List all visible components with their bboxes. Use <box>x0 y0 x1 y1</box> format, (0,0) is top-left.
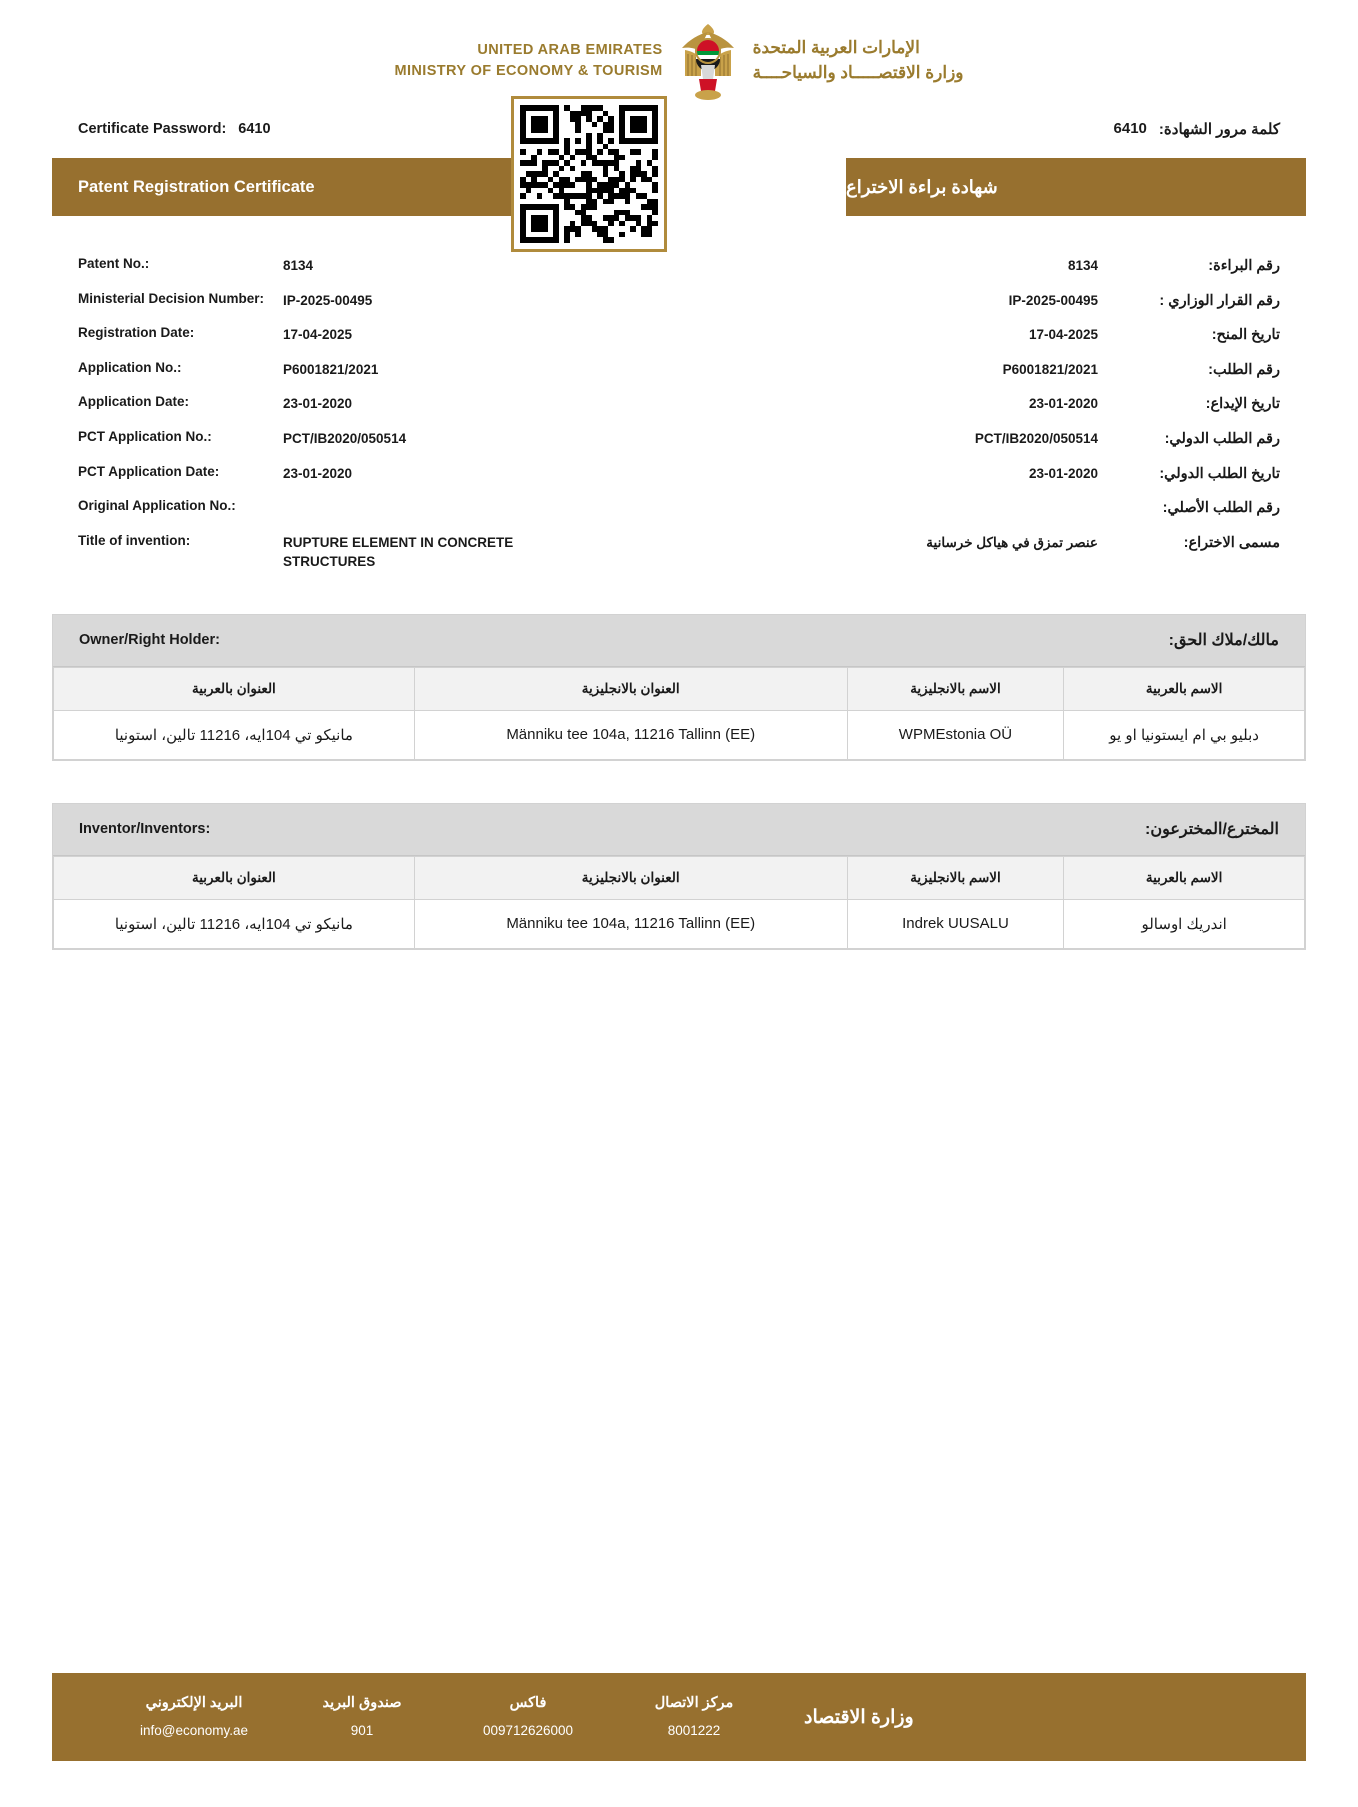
detail-label-en: Registration Date: <box>78 325 195 341</box>
banner-english <box>52 158 512 216</box>
detail-label-en: PCT Application Date: <box>78 463 220 479</box>
owner-table <box>53 667 1305 760</box>
certificate-password-label-en: Certificate Password: <box>78 121 227 137</box>
detail-value-en: 8134 <box>283 258 314 273</box>
inventor-section-header <box>53 804 1305 856</box>
owner-col-name-en: الاسم بالانجليزية <box>847 667 1064 710</box>
header-english-line2: MINISTRY OF ECONOMY & TOURISM <box>394 63 663 79</box>
detail-row <box>78 533 1280 572</box>
detail-row <box>78 291 1280 326</box>
certificate-password-value-ar: 6410 <box>1113 120 1147 137</box>
owner-name-en: WPMEstonia OÜ <box>847 710 1064 759</box>
detail-label-en: Application Date: <box>78 394 190 410</box>
owner-title-en: Owner/Right Holder: <box>79 632 220 649</box>
document-header <box>0 0 1358 100</box>
detail-value-en: P6001821/2021 <box>283 361 379 377</box>
footer-contact-items <box>78 1690 746 1743</box>
inventor-section <box>52 803 1306 950</box>
footer-contact-item <box>140 1690 248 1743</box>
patent-details-list <box>0 256 1358 572</box>
detail-row <box>78 360 1280 395</box>
detail-value-ar: PCT/IB2020/050514 <box>974 430 1098 446</box>
detail-value-en: PCT/IB2020/050514 <box>283 430 407 446</box>
detail-label-ar: تاريخ الإيداع: <box>1205 396 1280 413</box>
detail-value-en: RUPTURE ELEMENT IN CONCRETE STRUCTURES <box>283 534 514 570</box>
footer-contact-label: مركز الاتصال <box>654 1695 734 1712</box>
detail-row <box>78 256 1280 291</box>
detail-label-en: Original Application No.: <box>78 498 236 514</box>
footer-contact-value: 901 <box>350 1722 374 1738</box>
detail-value-en: IP-2025-00495 <box>283 292 373 308</box>
footer-contact-item <box>476 1690 580 1743</box>
detail-value-ar: عنصر تمزق في هياكل خرسانية <box>926 534 1098 550</box>
footer-contact-value: info@economy.ae <box>140 1722 249 1738</box>
detail-value-ar: 17-04-2025 <box>1028 327 1098 343</box>
footer-contact-value: 009712626000 <box>482 1722 574 1738</box>
detail-row <box>78 394 1280 429</box>
banner-english-title: Patent Registration Certificate <box>78 177 315 196</box>
owner-address-en: Männiku tee 104a, 11216 Tallinn (EE) <box>414 710 847 759</box>
owner-name-ar: دبليو بي ام ايستونيا او يو <box>1064 710 1305 759</box>
detail-label-ar: تاريخ الطلب الدولي: <box>1159 465 1280 482</box>
detail-label-ar: مسمى الاختراع: <box>1183 534 1280 551</box>
footer-contact-label: فاكس <box>509 1695 547 1712</box>
owner-col-address-ar: العنوان بالعربية <box>54 667 415 710</box>
document-footer <box>52 1673 1306 1761</box>
owner-section <box>52 614 1306 761</box>
banner-arabic <box>846 158 1306 216</box>
detail-value-ar: IP-2025-00495 <box>1008 292 1098 308</box>
qr-code-icon[interactable] <box>511 96 667 252</box>
uae-falcon-emblem-icon <box>677 21 739 101</box>
detail-value-en: 17-04-2025 <box>283 327 353 343</box>
certificate-password-row <box>0 116 1358 142</box>
detail-label-en: Ministerial Decision Number: <box>78 290 265 306</box>
detail-value-en: 23-01-2020 <box>283 465 353 481</box>
table-row <box>54 899 1305 948</box>
detail-label-en: Title of invention: <box>78 532 191 548</box>
header-arabic-line2: وزارة الاقتصـــــاد والسياحــــة <box>752 63 964 82</box>
footer-contact-value: 8001222 <box>667 1722 721 1738</box>
inventor-col-address-en: العنوان بالانجليزية <box>414 856 847 899</box>
detail-row <box>78 325 1280 360</box>
header-english-line1: UNITED ARAB EMIRATES <box>477 41 663 58</box>
inventor-table <box>53 856 1305 949</box>
certificate-password-label-ar: كلمة مرور الشهادة: <box>1158 121 1280 138</box>
detail-label-ar: رقم البراءة: <box>1208 258 1280 274</box>
detail-value-ar: 23-01-2020 <box>1028 465 1098 481</box>
detail-label-en: Application No.: <box>78 359 182 375</box>
header-arabic-line1: الإمارات العربية المتحدة <box>752 38 920 58</box>
certificate-password-english <box>78 121 271 137</box>
table-row <box>54 710 1305 759</box>
inventor-table-header-row <box>54 856 1305 899</box>
inventor-title-en: Inventor/Inventors: <box>79 821 211 838</box>
owner-col-address-en: العنوان بالانجليزية <box>414 667 847 710</box>
inventor-title-ar: المخترع/المخترعون: <box>1145 821 1279 839</box>
detail-label-en: PCT Application No.: <box>78 428 212 444</box>
inventor-address-en: Männiku tee 104a, 11216 Tallinn (EE) <box>414 899 847 948</box>
footer-brand: وزارة الاقتصاد <box>804 1706 914 1728</box>
certificate-password-arabic <box>1114 120 1280 138</box>
banner-arabic-title: شهادة براءة الاختراع <box>846 176 998 197</box>
inventor-name-ar: اندريك اوسالو <box>1064 899 1305 948</box>
detail-value-en: 23-01-2020 <box>283 396 353 412</box>
header-english-block <box>395 40 663 82</box>
detail-value-ar: P6001821/2021 <box>1002 361 1098 377</box>
footer-contact-label: البريد الإلكتروني <box>145 1695 243 1712</box>
qr-code-matrix <box>520 105 658 243</box>
detail-label-ar: رقم القرار الوزاري : <box>1159 292 1280 309</box>
footer-contact-label: صندوق البريد <box>322 1695 402 1712</box>
detail-row <box>78 429 1280 464</box>
header-arabic-block <box>753 36 964 85</box>
owner-col-name-ar: الاسم بالعربية <box>1064 667 1305 710</box>
title-banner-row <box>0 158 1358 216</box>
footer-contact-item <box>310 1690 414 1743</box>
detail-label-ar: رقم الطلب: <box>1208 361 1280 378</box>
detail-row <box>78 464 1280 499</box>
detail-label-en: Patent No.: <box>78 256 150 271</box>
owner-section-header <box>53 615 1305 667</box>
footer-contact-item <box>642 1690 746 1743</box>
inventor-col-name-en: الاسم بالانجليزية <box>847 856 1064 899</box>
detail-value-ar: 23-01-2020 <box>1028 396 1098 412</box>
owner-table-header-row <box>54 667 1305 710</box>
detail-label-ar: رقم الطلب الدولي: <box>1164 430 1280 447</box>
inventor-col-address-ar: العنوان بالعربية <box>54 856 415 899</box>
detail-row <box>78 498 1280 533</box>
inventor-col-name-ar: الاسم بالعربية <box>1064 856 1305 899</box>
detail-label-ar: تاريخ المنح: <box>1211 327 1280 344</box>
owner-title-ar: مالك/ملاك الحق: <box>1168 632 1279 650</box>
detail-value-ar: 8134 <box>1067 258 1098 273</box>
owner-address-ar: مانيكو تي 104ايه، 11216 تالين، استونيا <box>54 710 415 759</box>
inventor-name-en: Indrek UUSALU <box>847 899 1064 948</box>
certificate-password-value-en: 6410 <box>238 121 271 137</box>
inventor-address-ar: مانيكو تي 104ايه، 11216 تالين، استونيا <box>54 899 415 948</box>
detail-label-ar: رقم الطلب الأصلي: <box>1162 500 1280 517</box>
